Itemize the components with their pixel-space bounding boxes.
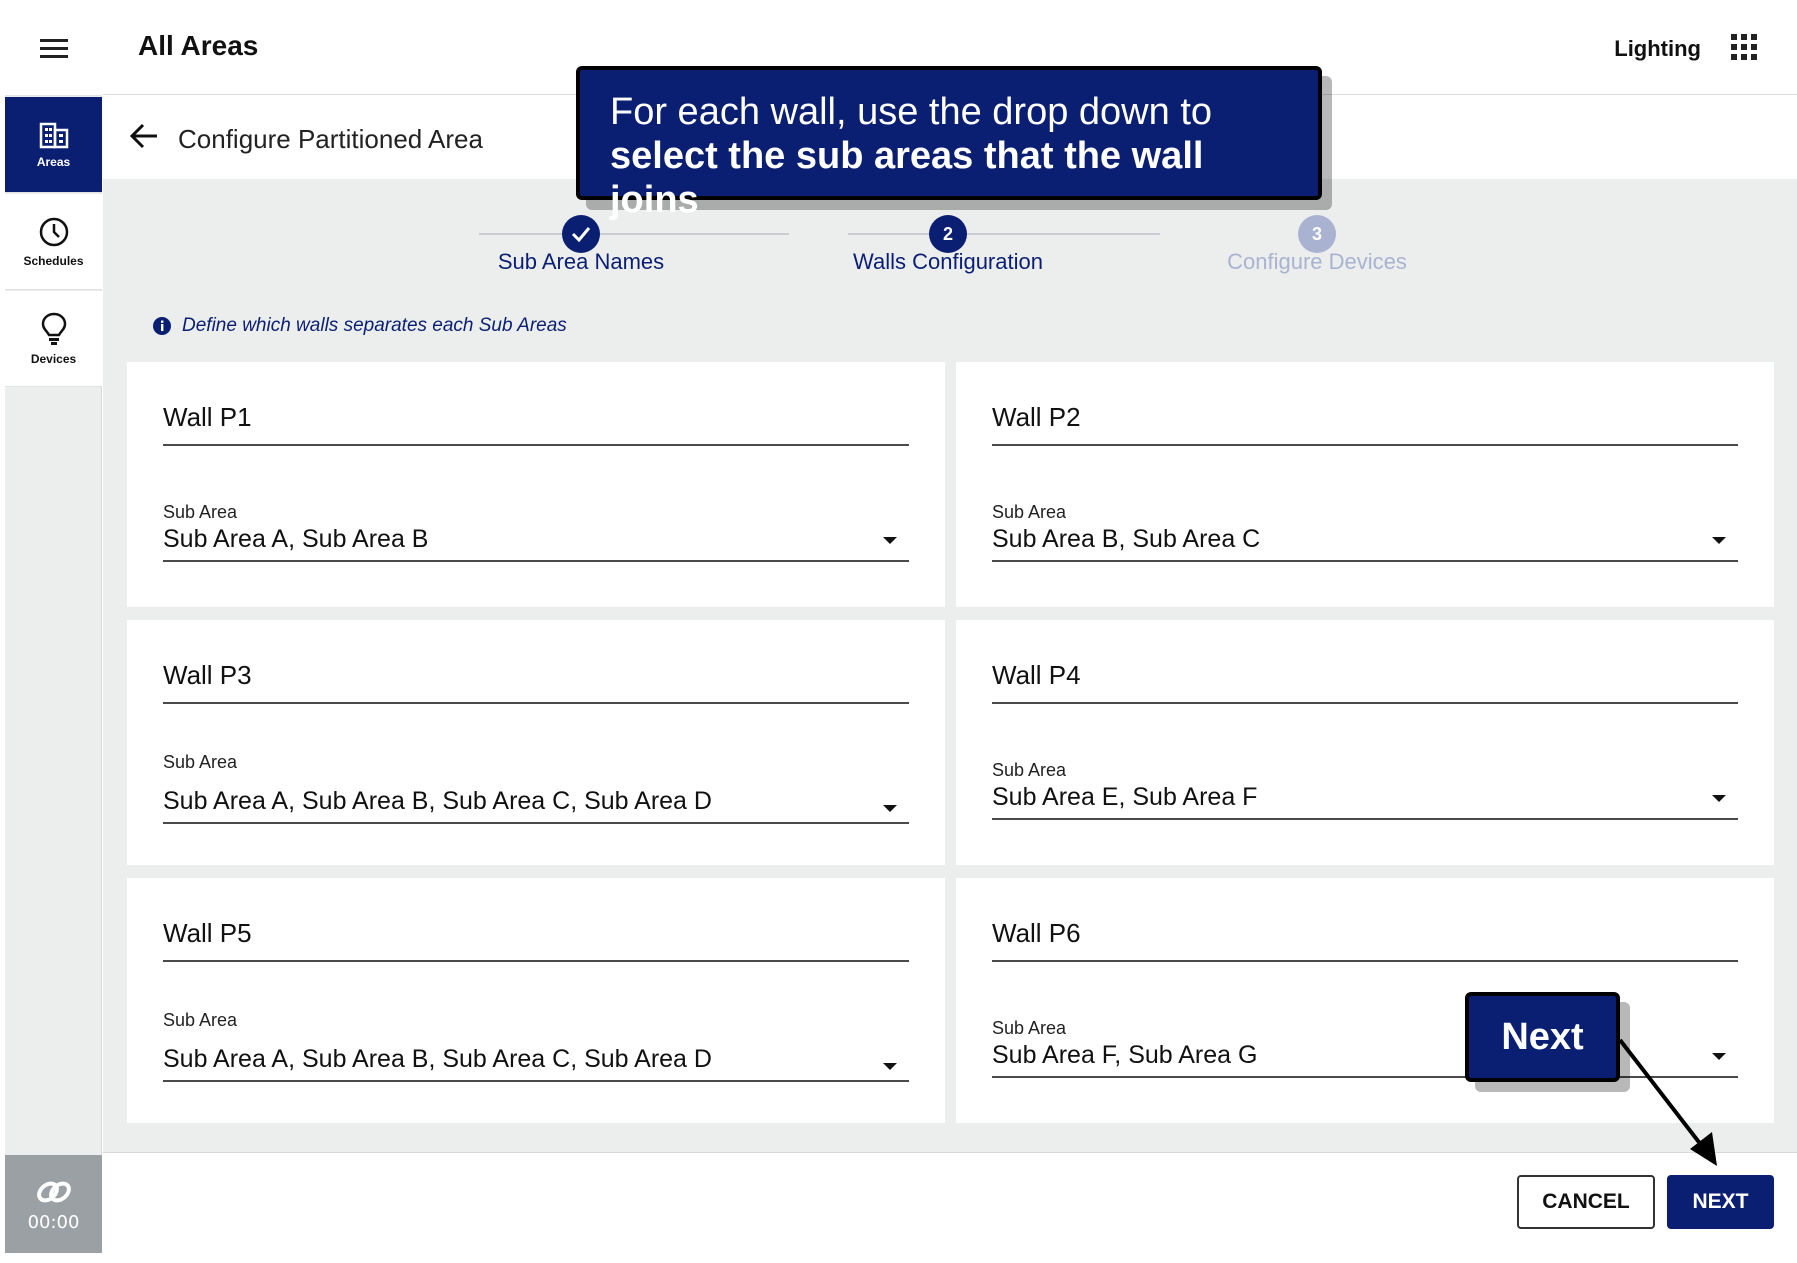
stepper-connector bbox=[848, 233, 1160, 235]
sub-area-value: Sub Area A, Sub Area B bbox=[163, 525, 429, 553]
wall-name-field[interactable]: Wall P6 bbox=[992, 918, 1738, 962]
sub-area-select[interactable] bbox=[163, 752, 909, 824]
sub-area-label: Sub Area bbox=[992, 760, 1067, 780]
wall-name-field[interactable]: Wall P2 bbox=[992, 402, 1738, 446]
menu-button[interactable] bbox=[5, 0, 102, 96]
sub-header-title: Configure Partitioned Area bbox=[178, 124, 483, 154]
step-2-label: Walls Configuration bbox=[853, 249, 1043, 274]
apps-grid-icon[interactable] bbox=[1731, 34, 1757, 60]
wall-card-p4 bbox=[956, 620, 1774, 865]
wall-card-p3 bbox=[127, 620, 945, 865]
sub-area-label: Sub Area bbox=[163, 502, 238, 522]
step-3-label: Configure Devices bbox=[1227, 249, 1407, 274]
page-title: All Areas bbox=[138, 30, 259, 61]
step-1-label: Sub Area Names bbox=[497, 249, 665, 274]
sub-area-value: Sub Area E, Sub Area F bbox=[992, 783, 1258, 811]
sub-area-value: Sub Area F, Sub Area G bbox=[992, 1041, 1258, 1069]
bottom-action-bar bbox=[103, 1152, 1797, 1263]
dropdown-caret-icon[interactable] bbox=[1712, 1053, 1726, 1060]
step-2-number: 2 bbox=[942, 223, 953, 244]
dropdown-caret-icon[interactable] bbox=[883, 537, 897, 544]
sidebar-item-areas[interactable] bbox=[5, 97, 102, 193]
sub-area-select[interactable] bbox=[163, 1010, 909, 1082]
wall-card-p1 bbox=[127, 362, 945, 607]
next-callout: Next bbox=[1465, 992, 1620, 1082]
wall-card-p2 bbox=[956, 362, 1774, 607]
info-text: Define which walls separates each Sub Areas bbox=[182, 315, 567, 336]
context-label[interactable]: Lighting bbox=[1614, 36, 1701, 61]
sidebar-item-label: Devices bbox=[30, 351, 77, 366]
hamburger-icon bbox=[40, 37, 68, 59]
wall-name-field[interactable]: Wall P4 bbox=[992, 660, 1738, 704]
sub-area-value: Sub Area B, Sub Area C bbox=[992, 525, 1261, 553]
sub-area-label: Sub Area bbox=[163, 752, 238, 772]
sub-area-select[interactable] bbox=[992, 1018, 1738, 1078]
sidebar-item-devices[interactable] bbox=[5, 291, 102, 387]
next-button[interactable]: NEXT bbox=[1667, 1175, 1774, 1229]
wall-card-p5 bbox=[127, 878, 945, 1123]
wall-name-field[interactable]: Wall P1 bbox=[163, 402, 909, 446]
instruction-line-1: For each wall, use the drop down to bbox=[610, 91, 1213, 133]
wall-card-p6 bbox=[956, 878, 1774, 1123]
info-icon bbox=[152, 316, 172, 336]
building-icon bbox=[39, 121, 69, 149]
instruction-callout bbox=[576, 66, 1322, 221]
dropdown-caret-icon[interactable] bbox=[1712, 795, 1726, 802]
wall-name-field[interactable]: Wall P5 bbox=[163, 918, 909, 962]
session-timer bbox=[5, 1155, 102, 1253]
clock-icon bbox=[38, 216, 70, 248]
wall-name-field[interactable]: Wall P3 bbox=[163, 660, 909, 704]
instruction-line-2: select the sub areas that the wall joins bbox=[610, 135, 1204, 221]
info-message bbox=[152, 315, 567, 337]
step-3-pending bbox=[1298, 215, 1336, 253]
sub-area-label: Sub Area bbox=[992, 502, 1067, 522]
cancel-button[interactable]: CANCEL bbox=[1517, 1175, 1655, 1229]
sidebar-item-label: Schedules bbox=[23, 253, 84, 268]
step-1-done bbox=[562, 215, 600, 253]
link-icon bbox=[34, 1176, 74, 1208]
dropdown-caret-icon[interactable] bbox=[883, 1063, 897, 1070]
sub-area-value: Sub Area A, Sub Area B, Sub Area C, Sub Area D bbox=[163, 1045, 712, 1073]
checkmark-icon bbox=[571, 226, 591, 242]
sidebar-item-label: Areas bbox=[36, 154, 71, 169]
sub-area-label: Sub Area bbox=[992, 1018, 1067, 1038]
sub-area-value: Sub Area A, Sub Area B, Sub Area C, Sub Area D bbox=[163, 787, 712, 815]
stepper-connector bbox=[479, 233, 789, 235]
lightbulb-icon bbox=[40, 312, 68, 346]
back-arrow-icon[interactable] bbox=[129, 122, 159, 150]
step-3-number: 3 bbox=[1311, 223, 1322, 244]
sub-area-select[interactable] bbox=[163, 502, 909, 562]
sub-area-select[interactable] bbox=[992, 760, 1738, 820]
dropdown-caret-icon[interactable] bbox=[1712, 537, 1726, 544]
sidebar bbox=[5, 0, 102, 1253]
dropdown-caret-icon[interactable] bbox=[883, 805, 897, 812]
sub-area-label: Sub Area bbox=[163, 1010, 238, 1030]
timer-value: 00:00 bbox=[27, 1211, 80, 1233]
sidebar-item-schedules[interactable] bbox=[5, 194, 102, 290]
sub-area-select[interactable] bbox=[992, 502, 1738, 562]
